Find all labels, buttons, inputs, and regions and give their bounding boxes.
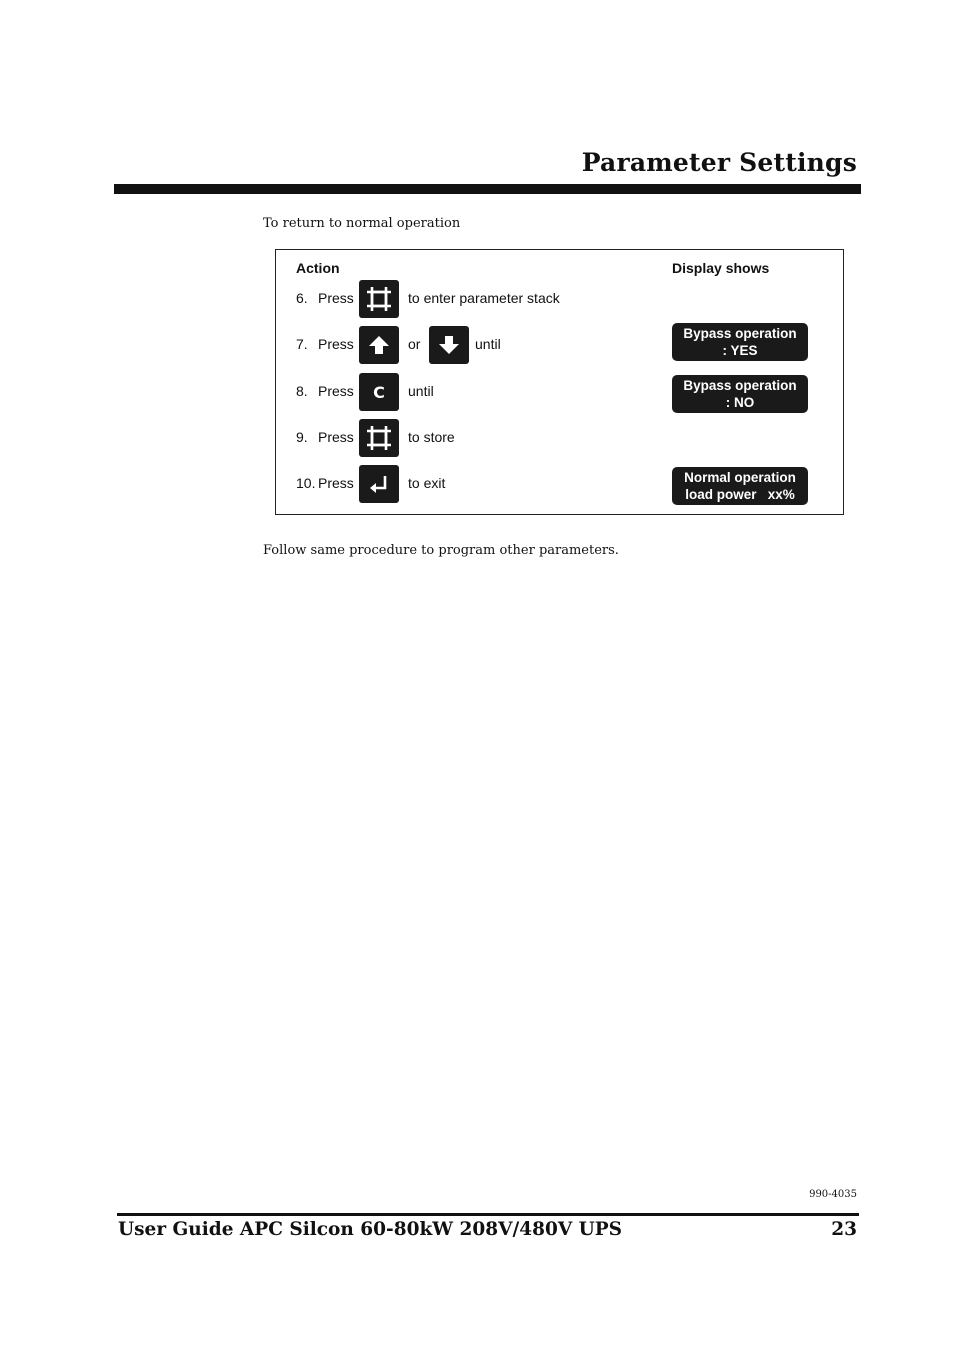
step-number: 7.	[296, 336, 308, 352]
step-row	[276, 419, 843, 459]
page-title: Parameter Settings	[581, 148, 857, 177]
display-line-1: Normal operation	[684, 470, 796, 485]
step-text: to exit	[408, 475, 446, 491]
step-press: Press	[318, 475, 354, 491]
page-number: 23	[831, 1219, 857, 1240]
doc-number: 990-4035	[809, 1189, 857, 1200]
footer-rule	[117, 1213, 859, 1216]
lcd-display	[672, 375, 808, 413]
arrow-up-key-icon	[359, 326, 399, 364]
step-row	[276, 465, 843, 505]
step-text: until	[408, 383, 434, 399]
display-line-1: Bypass operation	[683, 378, 797, 393]
step-press: Press	[318, 290, 354, 306]
step-number: 8.	[296, 383, 308, 399]
step-text: to enter parameter stack	[408, 290, 560, 306]
step-row	[276, 326, 843, 366]
parameter-key-icon	[359, 419, 399, 457]
lcd-display	[672, 323, 808, 361]
step-press: Press	[318, 383, 354, 399]
step-press: Press	[318, 429, 354, 445]
step-row	[276, 373, 843, 413]
step-number: 6.	[296, 290, 308, 306]
procedure-box	[275, 249, 844, 515]
display-line-1: Bypass operation	[683, 326, 797, 341]
step-number: 9.	[296, 429, 308, 445]
action-heading: Action	[296, 260, 340, 276]
parameter-key-icon	[359, 280, 399, 318]
arrow-down-key-icon	[429, 326, 469, 364]
step-or: or	[408, 336, 421, 352]
c-key-icon: C	[359, 373, 399, 411]
display-line-2: : YES	[722, 343, 758, 358]
step-number: 10.	[296, 475, 316, 491]
footer-guide-title: User Guide APC Silcon 60-80kW 208V/480V UPS	[118, 1219, 623, 1240]
display-line-2: : NO	[725, 395, 755, 410]
enter-key-icon	[359, 465, 399, 503]
lcd-display	[672, 467, 808, 505]
note-text: Follow same procedure to program other parameters.	[263, 543, 619, 558]
title-rule	[114, 184, 861, 194]
step-text: until	[475, 336, 501, 352]
step-row	[276, 280, 843, 320]
display-heading: Display shows	[672, 260, 770, 276]
step-text: to store	[408, 429, 455, 445]
intro-text: To return to normal operation	[263, 216, 461, 231]
step-press: Press	[318, 336, 354, 352]
display-line-2: load power xx%	[685, 487, 795, 502]
